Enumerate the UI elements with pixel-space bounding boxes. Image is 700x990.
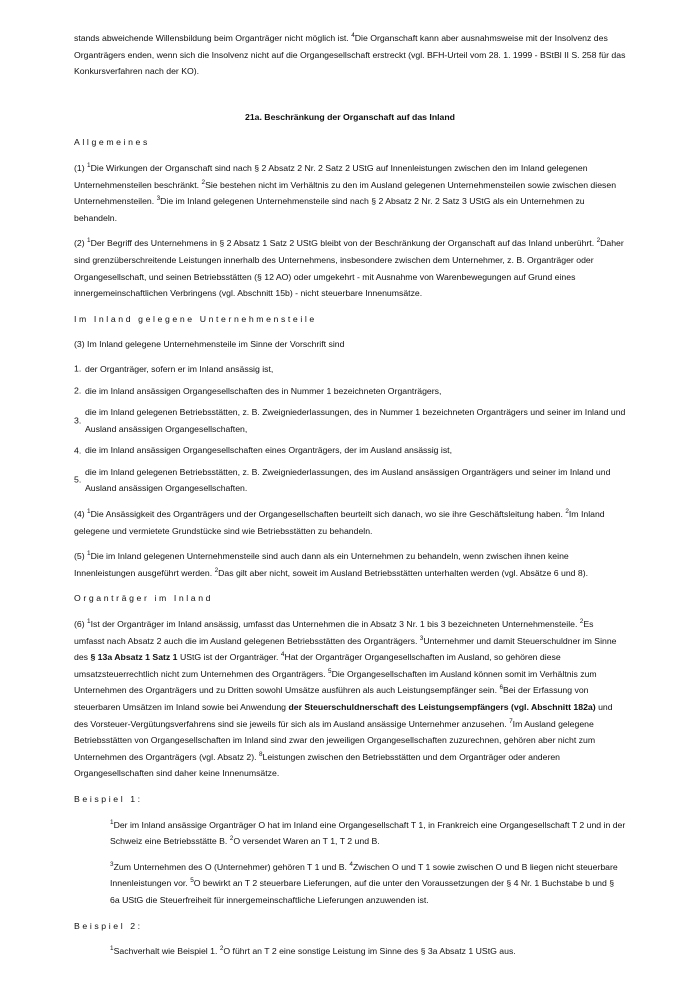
paragraph-6: (6) $^1$Ist der Organträger im Inland ansässig, umfasst das Unternehmen die in Absatz 3 Nr. 1 bis 3 bezeichneten Unternehmensteile. $^2$Es umfasst nach Absatz 2 auch die im Ausland gelegenen Betriebsstätten des Organträgers. $^3$Unternehmer und damit Steuerschuldner im Sinne des § 13a Absatz 1 Satz 1 UStG ist der Organträger. $^4$Hat der Organträger Organgesellschaften im Ausland, so gehören diese umsatzsteuerrechtlich nicht zum Unternehmen des Organträgers. $^5$Die Organgesellschaften im Ausland können somit im Verhältnis zum Unternehmen des Organträgers und zu Dritten sowohl Umsätze ausführen als auch Leistungsempfänger sein. $^6$Bei der Erfassung von steuerbaren Umsätzen im Inland sowie bei Anwendung der Steuerschuldnerschaft des Leistungsempfängers (vgl. Abschnitt 182a) und des Vorsteuer-Vergütungsverfahrens sind sie jeweils für sich als im Ausland ansässige Unternehmer anzusehen. $^7$Im Ausland gelegene Betriebsstätten von Organgesellschaften im Inland sind zwar den jeweiligen Organgesellschaften zuzurechnen, gehören aber nicht zum Unternehmen des Organträgers (vgl. Absatz 2). $^8$Leistungen zwischen den Betriebsstätten und dem Organträger oder anderen Organgesellschaften sind daher keine Innenumsätze. xyxy=(74,618,617,779)
subheading-inland: Im Inland gelegene Unternehmensteile xyxy=(74,313,317,324)
subheading-allgemeines: Allgemeines xyxy=(74,137,150,148)
paragraph-1: (1) $^1$Die Wirkungen der Organschaft sind nach § 2 Absatz 2 Nr. 2 Satz 2 UStG auf Innenleistungen zwischen den im Inland gelegenen Unternehmensteilen beschränkt. $^2$Sie bestehen nicht im Verhältnis zu den im Ausland gelegenen Unternehmensteilen sowie zwischen diesen Unternehmensteilen. $^3$Die im Inland gelegenen Unternehmensteile sind nach § 2 Absatz 2 Nr. 2 Satz 3 UStG als ein Unternehmen zu behandeln. xyxy=(74,161,617,223)
example-1-text-b: $^3$Zum Unternehmen des O (Unternehmer) gehören T 1 und B. $^4$Zwischen O und T 1 sowie zwischen O und B liegen nicht steuerbare Innenleistungen vor. $^5$O bewirkt an T 2 steuerbare Lieferungen, auf die unter den Voraussetzungen der § 4 Nr. 1 Buchstabe b und § 6a UStG die Steuerfreiheit für innergemeinschaftliche Lieferungen anzuwenden ist. xyxy=(110,860,618,905)
subheading-organtraeger: Organträger im Inland xyxy=(74,593,214,604)
example-1-title: Beispiel 1: xyxy=(74,793,143,804)
paragraph-3: (3) Im Inland gelegene Unternehmensteile im Sinne der Vorschrift sind xyxy=(74,339,345,350)
paragraph-2: (2) $^1$Der Begriff des Unternehmens in § 2 Absatz 1 Satz 2 UStG bleibt von der Beschränkung der Organschaft auf das Inland unberührt. $^2$Daher sind grenzüberschreitende Leistungen innerhalb des Unternehmens, insbesondere zwischen dem Unternehmer, z. B. Organträger oder Organgesellschaft, und seinen Betriebsstätten (§ 12 AO) oder umgekehrt - mit Ausnahme von Warenbewegungen auf Grund eines innergemeinschaftlichen Verbringens (vgl. Abschnitt 15b) - nicht steuerbare Innenumsätze. xyxy=(74,237,624,299)
section-heading: 21a. Beschränkung der Organschaft auf das Inland xyxy=(244,111,455,122)
paragraph-5: (5) $^1$Die im Inland gelegenen Unternehmensteile sind auch dann als ein Unternehmen zu behandeln, wenn zwischen ihnen keine Innenleistungen ausgeführt werden. $^2$Das gilt aber nicht, soweit im Ausland Betriebsstätten unterhalten werden (vgl. Absätze 6 und 8). xyxy=(74,550,589,578)
list-item: 5. die im Inland gelegenen Betriebsstätten, z. B. Zweigniederlassungen, des im Ausland ansässigen Organträgers und seiner im Inland und Ausland ansässigen Organgesellschaften. xyxy=(74,466,611,494)
list-item: 3. die im Inland gelegenen Betriebsstätten, z. B. Zweigniederlassungen, des in Nummer 1 bezeichneten Organträgers und seiner im Inland und Ausland ansässigen Organgesellschaften, xyxy=(74,407,626,434)
list-item: 2. die im Inland ansässigen Organgesellschaften des in Nummer 1 bezeichneten Organträgers, xyxy=(74,385,442,396)
intro-paragraph: stands abweichende Willensbildung beim Organträger nicht möglich ist. $^4$Die Organschaft kann aber ausnahmsweise mit der Insolvenz des Organträgers enden, wenn sich die Insolvenz nicht auf die Organgesellschaft erstreckt (vgl. BFH-Urteil vom 28. 1. 1999 - BStBl II S. 258 für das Konkursverfahren nach der KO). xyxy=(74,32,626,77)
document-page xyxy=(74,30,626,960)
example-2-text: $^1$Sachverhalt wie Beispiel 1. $^2$O führt an T 2 eine sonstige Leistung im Sinne des § 3a Absatz 1 UStG aus. xyxy=(110,945,516,957)
list-item: 4. die im Inland ansässigen Organgesellschaften eines Organträgers, der im Ausland ansässig ist, xyxy=(74,445,453,456)
example-1-text-a: $^1$Der im Inland ansässige Organträger O hat im Inland eine Organgesellschaft T 1, in Frankreich eine Organgesellschaft T 2 und in der Schweiz eine Betriebsstätte B. $^2$O versendet Waren an T 1, T 2 und B. xyxy=(110,818,626,847)
enumerated-list xyxy=(74,361,626,497)
list-item: 1. der Organträger, sofern er im Inland ansässig ist, xyxy=(74,363,274,374)
example-2-title: Beispiel 2: xyxy=(74,920,143,931)
paragraph-4: (4) $^1$Die Ansässigkeit des Organträgers und der Organgesellschaften beurteilt sich danach, wo sie ihre Geschäftsleitung haben. $^2$Im Inland gelegene und vermietete Grundstücke sind wie Betriebsstätten zu behandeln. xyxy=(74,508,605,536)
